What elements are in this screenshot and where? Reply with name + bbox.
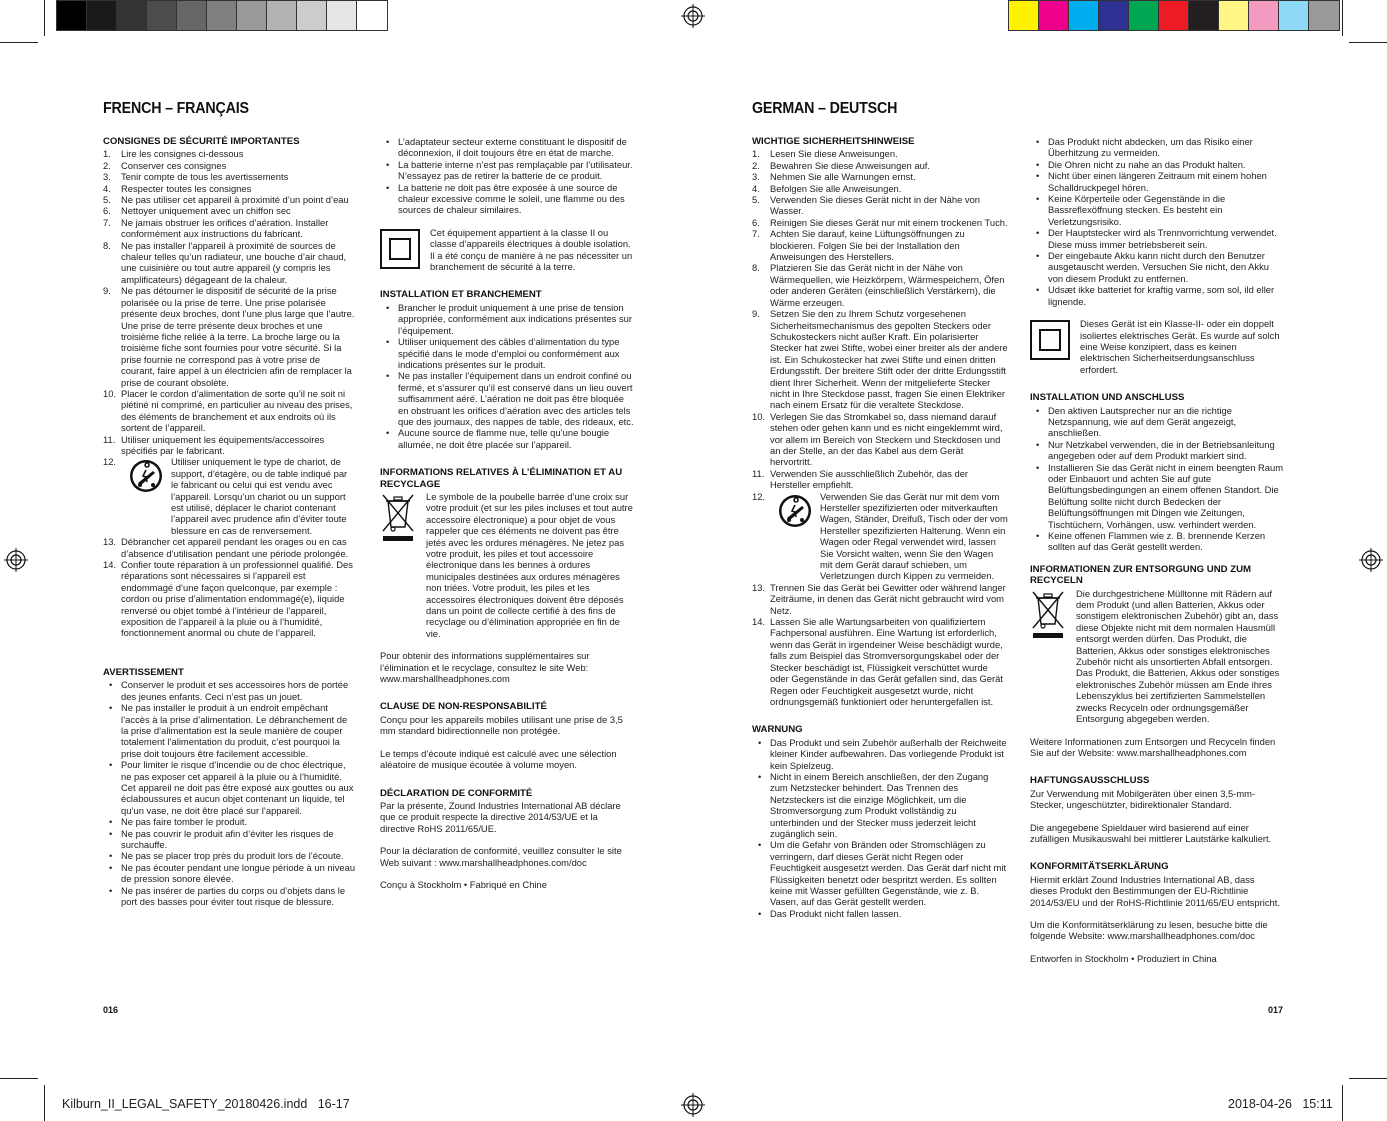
list-item-text: Utiliser uniquement les équipements/accessoires spécifiés par le fabricant. xyxy=(121,433,325,456)
bullet-item: • Keine Körperteile oder Gegenstände in die Bassreflexöffnung stecken. Es besteht ein Verletzungsrisiko. xyxy=(1030,193,1284,227)
list-number: 4. xyxy=(752,182,760,194)
list-item xyxy=(103,205,356,216)
list-number: 10. xyxy=(752,410,766,422)
bullet-item: • Ne pas se placer trop près du produit lors de l’écoute. xyxy=(103,850,356,861)
list-item-text: Verwenden Sie ausschließlich Zubehör, das der Hersteller empfiehlt. xyxy=(770,467,969,491)
gray-color-bar xyxy=(56,0,388,31)
paragraph: Conçu à Stockholm • Fabriqué en Chine xyxy=(380,878,547,890)
list-item xyxy=(752,582,1008,616)
list-item xyxy=(103,160,356,171)
section-heading: INSTALLATION ET BRANCHEMENT xyxy=(380,289,542,301)
list-item-text: Placer le cordon d’alimentation de sorte qu’il ne soit ni piétiné ni comprimé, en particulier au niveau des prises, des éléments de branchement et aux endroits où ils sortent de l’appareil. xyxy=(121,387,353,434)
list-item xyxy=(752,148,1008,159)
bullet-item: • Nicht in einem Bereich anschließen, der den Zugang zum Netzstecker behindert. Das Trennen des Netzsteckers ist die einzige Möglichkeit, um die Stromversorgung zum Produkt vollständig zu unterbinden und der Stecker muss jederzeit leicht zugänglich sein. xyxy=(752,771,1008,839)
slug-timestamp: 2018-04-26 15:11 xyxy=(1228,1097,1333,1111)
numbered-list xyxy=(103,536,356,639)
class-ii-notice xyxy=(380,227,635,273)
section-heading: CONSIGNES DE SÉCURITÉ IMPORTANTES xyxy=(103,136,300,147)
list-item-text: Achten Sie darauf, keine Lüftungsöffnungen zu blockieren. Folgen Sie bei der Installation den Anweisungen des Herstellers. xyxy=(770,228,965,263)
numbered-list xyxy=(103,148,356,456)
list-number: 1. xyxy=(103,148,111,160)
color-swatch xyxy=(1099,1,1129,30)
registration-mark-icon xyxy=(681,4,705,28)
crop-mark xyxy=(1349,1078,1387,1079)
bullet-item: • Brancher le produit uniquement à une prise de tension appropriée, conformément aux indications présentes sur l’équipement. xyxy=(380,302,635,336)
list-item xyxy=(752,217,1008,228)
list-item xyxy=(103,240,356,286)
color-swatch xyxy=(207,1,237,30)
list-item-text: Respecter toutes les consignes xyxy=(121,182,252,194)
page-number: 017 xyxy=(1268,1005,1284,1015)
cmyk-color-bar xyxy=(1008,0,1340,31)
list-item-text: Verwenden Sie das Gerät nur mit dem vom Hersteller spezifizierten oder mitverkauften Wagen, Ständer, Dreifuß, Tisch oder der vom Hersteller spezifizierten Halterung. Wenn ein Wagen oder Regal verwendet wird, lassen Sie Vorsicht walten, wenn Sie den Wagen mit dem Gerät darauf schieben, um Verletzungen durch Kippen zu vermeiden. xyxy=(820,490,1008,582)
list-number: 13. xyxy=(752,581,766,593)
list-number: 8. xyxy=(752,262,760,274)
list-item xyxy=(103,536,356,559)
list-item-text: Bewahren Sie diese Anweisungen auf. xyxy=(770,159,931,171)
list-number: 7. xyxy=(103,216,111,228)
list-item xyxy=(103,183,356,194)
weee-text: Die durchgestrichene Mülltonne mit Rädern auf dem Produkt (und allen Batterien, Akkus oder sonstigem elektronischen Zubehör) gibt an, dass diese Objekte nicht mit dem normalen Hausmüll entsorgt werden dürfen. Das Produkt, die Batterien, Akkus oder sonstiges elektronisches Zubehör nicht als unsortierten Abfall entsorgen. Das Produkt, die Batterien, Akkus oder sonstiges elektronisches Zubehör müssen am Ende ihres Lebenszyklus bei zertifizierten Sammelstellen zwecks Recyceln oder ordnungsgemäßer Entsorgung abgegeben werden. xyxy=(1076,587,1280,725)
bullet-item: • Den aktiven Lautsprecher nur an die richtige Netzspannung, wie auf dem Gerät angezeigt, anschließen. xyxy=(1030,405,1284,439)
crop-mark xyxy=(1342,0,1343,36)
list-item-text: Confier toute réparation à un professionnel qualifié. Des réparations sont nécessaires si l’appareil est endommagé d’une façon quelconque, par exemple : cordon ou prise d’alimentation endommagé(e), liquide renversé ou objet tombé à l’intérieur de l’appareil, exposition de l’appareil à la pluie ou à l’humidité, fonctionnement anormal ou chute de l’appareil. xyxy=(121,559,353,639)
bullet-item: • Utiliser uniquement des câbles d’alimentation du type spécifié dans le mode d’emploi ou conformément aux indications présentes sur le produit. xyxy=(380,336,635,370)
bullet-item: • Das Produkt und sein Zubehör außerhalb der Reichweite kleiner Kinder aufbewahren. Das vorliegende Produkt ist kein Spielzeug. xyxy=(752,737,1008,771)
list-item xyxy=(752,411,1008,468)
bullet-item: • Der Hauptstecker wird als Trennvorrichtung verwendet. Diese muss immer betriebsbereit sein. xyxy=(1030,227,1284,250)
bullet-list xyxy=(380,136,635,216)
color-swatch xyxy=(357,1,387,30)
list-item xyxy=(752,262,1008,308)
color-swatch xyxy=(1309,1,1339,30)
bullet-item: • Aucune source de flamme nue, telle qu’une bougie allumée, ne doit être placée sur l’appareil. xyxy=(380,427,635,450)
crop-mark xyxy=(1349,42,1387,43)
bullet-item: • Die Ohren nicht zu nahe an das Produkt halten. xyxy=(1030,159,1284,170)
class-ii-notice xyxy=(1030,318,1284,375)
paragraph: Entworfen in Stockholm • Produziert in China xyxy=(1030,952,1217,964)
list-number: 9. xyxy=(752,308,760,320)
list-item xyxy=(103,388,356,434)
german-column-2 xyxy=(1030,136,1284,964)
list-item xyxy=(103,456,356,536)
list-item-text: Ne jamais obstruer les orifices d’aération. Installer conformément aux instructions du fabricant. xyxy=(121,216,329,240)
list-number: 8. xyxy=(103,239,111,251)
bullet-item: • Der eingebaute Akku kann nicht durch den Benutzer ausgetauscht werden. Versuchen Sie nicht, den Akku von diesem Produkt zu entfernen. xyxy=(1030,250,1284,284)
list-number: 5. xyxy=(752,194,760,206)
color-swatch xyxy=(57,1,87,30)
list-item xyxy=(752,183,1008,194)
list-item-text: Utiliser uniquement le type de chariot, de support, d’étagère, ou de table indiqué par le fabricant ou celui qui est vendu avec l’appareil. Lorsqu’un chariot ou un support est utilisé, déplacer le chariot contenant l’appareil avec prudence afin d’éviter toute blessure en cas de renversement. xyxy=(171,456,348,536)
paragraph: Le temps d’écoute indiqué est calculé avec une sélection aléatoire de musique écoutée à volume moyen. xyxy=(380,747,617,771)
crop-mark xyxy=(1342,1085,1343,1121)
german-column-1 xyxy=(752,136,1008,919)
section-heading: DÉCLARATION DE CONFORMITÉ xyxy=(380,787,533,799)
list-item-text: Verlegen Sie das Stromkabel so, dass niemand darauf stehen oder gehen kann und es nicht eingeklemmt wird, vor allem im Bereich von Steckern und Steckdosen und an der Stelle, an der das Kabel aus dem Gerät hervortritt. xyxy=(770,410,1003,468)
bullet-list xyxy=(1030,136,1284,307)
bullet-list xyxy=(1030,405,1284,553)
list-item xyxy=(752,194,1008,217)
color-swatch xyxy=(327,1,357,30)
paragraph: Die angegebene Spieldauer wird basierend auf einer zufälligen Musikauswahl bei mittlerer Lautstärke kalkuliert. xyxy=(1030,821,1272,844)
slug-filename: Kilburn_II_LEGAL_SAFETY_20180426.indd 16-17 xyxy=(62,1097,350,1111)
page-title: GERMAN – DEUTSCH xyxy=(752,100,898,117)
paragraph: Par la présente, Zound Industries International AB déclare que ce produit respecte la directive 2014/53/UE et la directive RoHS 2011/65/UE. xyxy=(380,799,621,834)
section-heading: WICHTIGE SICHERHEITSHINWEISE xyxy=(752,136,915,147)
list-number: 14. xyxy=(103,559,117,571)
paragraph: Hiermit erklärt Zound Industries International AB, dass dieses Produkt den Bestimmungen der EU-Richtlinie 2014/53/EU und der RoHS-Richtlinie 2011/65/EU entspricht. xyxy=(1030,873,1280,908)
weee-notice xyxy=(1030,588,1284,725)
bullet-item: • L’adaptateur secteur externe constituant le dispositif de déconnexion, il doit toujours être en état de marche. xyxy=(380,136,635,159)
list-item-text: Reinigen Sie dieses Gerät nur mit einem trockenen Tuch. xyxy=(770,216,1008,228)
weee-notice xyxy=(380,491,635,639)
color-swatch xyxy=(1219,1,1249,30)
list-item xyxy=(752,616,1008,707)
list-number: 3. xyxy=(752,171,760,183)
bullet-list xyxy=(380,302,635,450)
list-item xyxy=(752,491,1008,582)
cart-tip-over-warning-icon xyxy=(778,494,812,528)
list-item xyxy=(752,468,1008,491)
color-swatch xyxy=(117,1,147,30)
crop-mark xyxy=(44,1085,45,1121)
list-number: 12. xyxy=(752,490,766,502)
list-item xyxy=(103,285,356,388)
color-swatch xyxy=(1039,1,1069,30)
bullet-item: • Ne pas couvrir le produit afin d’éviter les risques de surchauffe. xyxy=(103,828,356,851)
list-number: 2. xyxy=(752,159,760,171)
bullet-item: • Installieren Sie das Gerät nicht in einem beengten Raum oder Einbauort und achten Sie auf gute Belüftungsbedingungen an einem offenen Standort. Die Belüftung sollte nicht durch Bedecken der Belüftungsöffnungen mit Dingen wie Zeitungen, Tischtüchern, Vorhängen, usw. verhindert werden. xyxy=(1030,462,1284,530)
numbered-list xyxy=(752,148,1008,490)
color-swatch xyxy=(267,1,297,30)
list-item-text: Lesen Sie diese Anweisungen. xyxy=(770,148,898,160)
bullet-item: • Keine offenen Flammen wie z. B. brennende Kerzen sollten auf das Gerät gestellt werden. xyxy=(1030,530,1284,553)
color-swatch xyxy=(1009,1,1039,30)
list-number: 13. xyxy=(103,536,117,548)
list-item-text: Nehmen Sie alle Warnungen ernst. xyxy=(770,171,916,183)
list-number: 4. xyxy=(103,182,111,194)
crop-mark xyxy=(0,42,38,43)
list-item-text: Trennen Sie das Gerät bei Gewitter oder während langer Zeiträume, in denen das Gerät nicht gebraucht wird vom Netz. xyxy=(770,581,1006,616)
crop-mark xyxy=(44,0,45,36)
list-number: 1. xyxy=(752,148,760,160)
page-title: FRENCH – FRANÇAIS xyxy=(103,100,249,117)
bullet-item: • Um die Gefahr von Bränden oder Stromschlägen zu verringern, darf dieses Gerät nicht Regen oder Feuchtigkeit ausgesetzt werden. Das Gerät darf nicht mit Flüssigkeiten benetzt oder bespritzt werden. Es sollten keine mit Wasser gefüllten Gegenstände, wie z. B. Vasen, auf das Gerät gestellt werden. xyxy=(752,839,1008,907)
list-item-text: Ne pas utiliser cet appareil à proximité d’un point d’eau xyxy=(121,194,349,206)
bullet-item: • Das Produkt nicht fallen lassen. xyxy=(752,908,1008,919)
list-item xyxy=(103,171,356,182)
list-item xyxy=(103,559,356,639)
section-heading: INFORMATIONS RELATIVES À L’ÉLIMINATION ET AU RECYCLAGE xyxy=(380,467,623,490)
bullet-item: • Nur Netzkabel verwenden, die in der Betriebsanleitung angegeben oder auf dem Produkt markiert sind. xyxy=(1030,439,1284,462)
list-item-text: Setzen Sie den zu Ihrem Schutz vorgesehenen Sicherheitsmechanismus des gepolten Steckers oder Schukosteckers nicht außer Kraft. Ein polarisierter Stecker hat zwei Stifte, wobei einer breiter als der andere ist. Ein Schukostecker hat zwei Stifte und einen dritten Erdungsstift. Der breitere Stift oder der dritte Erdungsstift dient Ihrer Sicherheit. Wenn der mitgelieferte Stecker nicht in Ihre Steckdose passt, fragen Sie einen Elektriker nach einem Ersatz für die veraltete Steckdose. xyxy=(770,308,1008,411)
bullet-item: • Ne pas faire tomber le produit. xyxy=(103,816,356,827)
list-number: 2. xyxy=(103,159,111,171)
disposal-more-info: Pour obtenir des informations supplémentaires sur l’élimination et le recyclage, consultez le site Web: www.marshallheadphones.com xyxy=(380,650,590,685)
crossed-out-bin-icon xyxy=(1030,588,1066,640)
section-heading: AVERTISSEMENT xyxy=(103,666,184,678)
french-column-1 xyxy=(103,136,356,907)
crossed-out-bin-icon xyxy=(380,491,416,543)
color-swatch xyxy=(1279,1,1309,30)
section-heading: HAFTUNGSAUSSCHLUSS xyxy=(1030,775,1150,787)
list-item-text: Befolgen Sie alle Anweisungen. xyxy=(770,182,902,194)
list-item-text: Platzieren Sie das Gerät nicht in der Nähe von Wärmequellen, wie Heizkörpern, Wärmespeichern, Öfen oder anderen Geräten (einschließlich Verstärkern), die Wärme erzeugen. xyxy=(770,262,1005,308)
french-column-2 xyxy=(380,136,635,890)
list-item xyxy=(103,148,356,159)
list-item xyxy=(103,194,356,205)
list-item-text: Lire les consignes ci-dessous xyxy=(121,148,244,160)
list-item-text: Conserver ces consignes xyxy=(121,159,227,171)
list-number: 11. xyxy=(103,433,116,445)
color-swatch xyxy=(237,1,267,30)
disposal-more-info: Weitere Informationen zum Entsorgen und Recyceln finden Sie auf der Website: www.marshallheadphones.com xyxy=(1030,735,1276,758)
page-number: 016 xyxy=(103,1005,119,1015)
paragraph: Conçu pour les appareils mobiles utilisant une prise de 3,5 mm standard bidirectionnelle non protégée. xyxy=(380,713,623,737)
bullet-item: • Ne pas insérer de parties du corps ou d’objets dans le port des basses pour éviter tout risque de blessure. xyxy=(103,885,356,908)
bullet-item: • Nicht über einen längeren Zeitraum mit einem hohen Schalldruckpegel hören. xyxy=(1030,170,1284,193)
bullet-item: • Ne pas installer le produit à un endroit empêchant l’accès à la prise d’alimentation. Le débranchement de la prise d’alimentation est la seule manière de couper totalement l’alimentation du produit, c’est pourquoi la prise doit toujours être facilement accessible. xyxy=(103,702,356,759)
list-item-text: Débrancher cet appareil pendant les orages ou en cas d’absence d’utilisation pendant une période prolongée. xyxy=(121,536,349,559)
list-item xyxy=(752,160,1008,171)
list-item-text: Lassen Sie alle Wartungsarbeiten von qualifiziertem Fachpersonal ausführen. Eine Wartung ist erforderlich, wenn das Gerät in irgendeiner Weise beschädigt wurde, falls zum Beispiel das Stromversorgungskabel oder der Stecker beschädigt ist, Flüssigkeit verschüttet wurde oder Gegenstände in das Gerät gefallen sind, das Gerät Regen oder Feuchtigkeit ausgesetzt wurde, nicht ordnungsgemäß funktioniert oder heruntergefallen ist. xyxy=(770,616,1003,707)
bullet-item: • Ne pas écouter pendant une longue période à un niveau de pression sonore élevée. xyxy=(103,862,356,885)
list-number: 3. xyxy=(103,171,111,183)
registration-mark-icon xyxy=(4,548,28,572)
color-swatch xyxy=(1069,1,1099,30)
section-heading: INSTALLATION UND ANSCHLUSS xyxy=(1030,392,1185,404)
list-item xyxy=(752,228,1008,262)
class-ii-double-insulation-icon xyxy=(1030,320,1070,360)
section-heading: INFORMATIONEN ZUR ENTSORGUNG UND ZUM RECYCELN xyxy=(1030,563,1251,587)
list-number: 9. xyxy=(103,285,111,297)
bullet-item: • Das Produkt nicht abdecken, um das Risiko einer Überhitzung zu vermeiden. xyxy=(1030,136,1284,159)
list-item-text: Ne pas installer l’appareil à proximité de sources de chaleur telles qu’un radiateur, une bouche d’air chaud, une cuisinière ou tout autre appareil (y compris les amplificateurs) dégageant de la chaleur. xyxy=(121,239,347,285)
color-swatch xyxy=(87,1,117,30)
list-item xyxy=(103,434,356,457)
color-swatch xyxy=(297,1,327,30)
list-number: 14. xyxy=(752,616,766,628)
bullet-list xyxy=(752,737,1008,920)
list-item-text: Ne pas détourner le dispositif de sécurité de la prise polarisée ou la prise de terre. Une prise polarisée présente deux broches, dont l’une plus large que l’autre. Une prise de terre présente deux broches et une troisième fiche reliée à la terre. La broche large ou la troisième fiche sont fournies pour votre sécurité. Si la prise fournie ne correspond pas à votre prise de courant, faire appel à un électricien afin de remplacer la prise de courant obsolète. xyxy=(121,285,355,388)
list-number: 10. xyxy=(103,387,117,399)
paragraph: Um die Konformitätserklärung zu lesen, besuche bitte die folgende Website: www.marshallheadphones.com/doc xyxy=(1030,918,1268,942)
list-number: 7. xyxy=(752,228,760,240)
color-swatch xyxy=(1129,1,1159,30)
list-number: 12. xyxy=(103,456,117,468)
color-swatch xyxy=(177,1,207,30)
bullet-item: • Pour limiter le risque d’incendie ou de choc électrique, ne pas exposer cet appareil à la pluie ou à l’humidité. Cet appareil ne doit pas être exposé aux gouttes ou aux éclaboussures et aucun objet contenant un liquide, tel qu’un vase, ne doit être placé sur l’appareil. xyxy=(103,759,356,816)
list-item-text: Tenir compte de tous les avertissements xyxy=(121,171,289,183)
list-number: 6. xyxy=(103,205,111,217)
list-item-text: Verwenden Sie dieses Gerät nicht in der Nähe von Wasser. xyxy=(770,194,981,217)
weee-text: Le symbole de la poubelle barrée d’une croix sur votre produit (et sur les piles incluses et tout autre accessoire électronique) a pour objet de vous rappeler que ces éléments ne doivent pas être jetés avec les ordures ménagères. Ne jetez pas votre produit, les piles et tout accessoire électronique dans les bennes à ordures municipales destinées aux ordures ménagères non triées. Votre produit, les piles et les accessoires électroniques doivent être déposés dans un point de collecte certifié à des fins de recyclage ou d’élimination appropriée en fin de vie. xyxy=(426,490,633,639)
paragraph: Zur Verwendung mit Mobilgeräten über einen 3,5-mm-Stecker, ungeschützter, bidirektionaler Standard. xyxy=(1030,787,1256,811)
paragraph: Pour la déclaration de conformité, veuillez consulter le site Web suivant : www.marshallheadphones.com/doc xyxy=(380,845,622,868)
list-item-text: Nettoyer uniquement avec un chiffon sec xyxy=(121,205,291,217)
color-swatch xyxy=(1159,1,1189,30)
cart-tip-over-warning-icon xyxy=(129,459,163,493)
numbered-list xyxy=(752,582,1008,707)
class-ii-double-insulation-icon xyxy=(380,229,420,269)
color-swatch xyxy=(147,1,177,30)
bullet-item: • Udsæt ikke batteriet for kraftig varme, som sol, ild eller lignende. xyxy=(1030,284,1284,307)
class-ii-text: Cet équipement appartient à la classe II ou classe d’appareils électriques à double isolation. Il a été conçu de manière à ne pas nécessiter un branchement de sécurité à la terre. xyxy=(430,226,633,273)
list-number: 5. xyxy=(103,194,111,206)
bullet-list xyxy=(103,679,356,907)
class-ii-text: Dieses Gerät ist ein Klasse-II- oder ein doppelt isoliertes elektrisches Gerät. Es wurde auf solch eine Weise konzipiert, dass es keinen elektrischen Sicherheitserdungsanschluss erfordert. xyxy=(1080,318,1280,375)
registration-mark-icon xyxy=(681,1093,705,1117)
color-swatch xyxy=(1189,1,1219,30)
section-heading: WARNUNG xyxy=(752,724,803,736)
bullet-item: • Ne pas installer l’équipement dans un endroit confiné ou fermé, et s’assurer qu’il est conservé dans un lieu ouvert suffisamment aéré. L’aération ne doit pas être bloquée en obstruant les orifices d’aération avec des articles tels que des journaux, des nappes de table, des rideaux, etc. xyxy=(380,370,635,427)
registration-mark-icon xyxy=(1359,548,1383,572)
bullet-item: • La batterie interne n’est pas remplaçable par l’utilisateur. N’essayez pas de retirer la batterie de ce produit. xyxy=(380,159,635,182)
list-item xyxy=(752,171,1008,182)
list-item xyxy=(752,308,1008,411)
list-number: 6. xyxy=(752,216,760,228)
list-number: 11. xyxy=(752,467,765,479)
section-heading: CLAUSE DE NON-RESPONSABILITÉ xyxy=(380,701,547,713)
color-swatch xyxy=(1249,1,1279,30)
bullet-item: • Conserver le produit et ses accessoires hors de portée des jeunes enfants. Ceci n’est pas un jouet. xyxy=(103,679,356,702)
crop-mark xyxy=(0,1078,38,1079)
bullet-item: • La batterie ne doit pas être exposée à une source de chaleur excessive comme le soleil, une flamme ou des sources de chaleur similaires. xyxy=(380,182,635,216)
section-heading: KONFORMITÄTSERKLÄRUNG xyxy=(1030,861,1169,873)
list-item xyxy=(103,217,356,240)
